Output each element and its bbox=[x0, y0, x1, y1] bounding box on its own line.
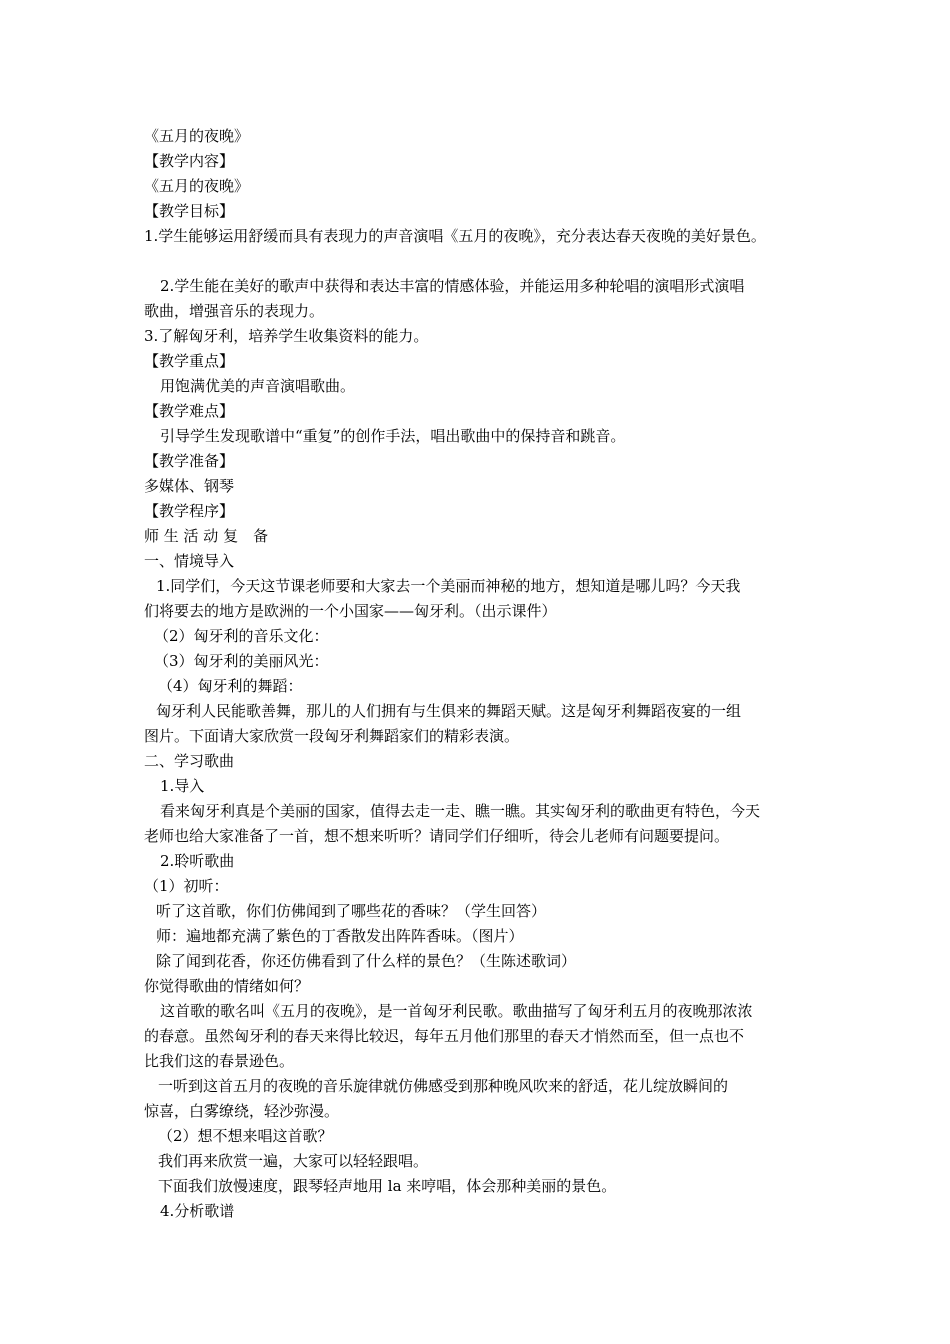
section-heading-content: 【教学内容】 bbox=[144, 152, 235, 170]
section-heading-goals: 【教学目标】 bbox=[144, 202, 235, 220]
content-text: 《五月的夜晚》 bbox=[144, 177, 250, 195]
part-2-heading: 二、学习歌曲 bbox=[144, 752, 235, 770]
preparation-text: 多媒体、钢琴 bbox=[144, 477, 235, 495]
paragraph-line: 匈牙利人民能歌善舞，那儿的人们拥有与生俱来的舞蹈天赋。这是匈牙利舞蹈夜宴的一组 bbox=[156, 702, 742, 720]
paragraph-line: 师：遍地都充满了紫色的丁香散发出阵阵香味。（图片） bbox=[156, 927, 524, 945]
section-heading-key-points: 【教学重点】 bbox=[144, 352, 235, 370]
paragraph-line: 这首歌的歌名叫《五月的夜晚》，是一首匈牙利民歌。歌曲描写了匈牙利五月的夜晚那浓浓 bbox=[160, 1002, 753, 1020]
goal-2-line-2: 歌曲，增强音乐的表现力。 bbox=[144, 302, 325, 320]
subheading: 4.分析歌谱 bbox=[160, 1202, 235, 1220]
subheading: 2.聆听歌曲 bbox=[160, 852, 235, 870]
paragraph-line: 听了这首歌，你们仿佛闻到了哪些花的香味？（学生回答） bbox=[156, 902, 547, 920]
paragraph-line: 下面我们放慢速度，跟琴轻声地用 la 来哼唱，体会那种美丽的景色。 bbox=[158, 1177, 617, 1195]
paragraph-line: 惊喜，白雾缭绕，轻沙弥漫。 bbox=[144, 1102, 340, 1120]
paragraph-line: 们将要去的地方是欧洲的一个小国家——匈牙利。（出示课件） bbox=[144, 602, 557, 620]
paragraph-line: 1.同学们，今天这节课老师要和大家去一个美丽而神秘的地方，想知道是哪儿吗？今天我 bbox=[156, 577, 741, 595]
paragraph-line: 除了闻到花香，你还仿佛看到了什么样的景色？（生陈述歌词） bbox=[156, 952, 577, 970]
paragraph-line: 我们再来欣赏一遍，大家可以轻轻跟唱。 bbox=[158, 1152, 429, 1170]
list-item: （2）匈牙利的音乐文化： bbox=[154, 627, 329, 645]
paragraph-line: 的春意。虽然匈牙利的春天来得比较迟，每年五月他们那里的春天才悄然而至，但一点也不 bbox=[144, 1027, 745, 1045]
procedure-column-header: 师 生 活 动 复 备 bbox=[144, 527, 269, 545]
list-item: （4）匈牙利的舞蹈： bbox=[158, 677, 303, 695]
section-heading-difficulties: 【教学难点】 bbox=[144, 402, 235, 420]
paragraph-line: 比我们这的春景逊色。 bbox=[144, 1052, 295, 1070]
list-item: （2）想不想来唱这首歌？ bbox=[158, 1127, 333, 1145]
doc-title: 《五月的夜晚》 bbox=[144, 127, 250, 145]
paragraph-line: 老师也给大家准备了一首，想不想来听听？请同学们仔细听，待会儿老师有问题要提问。 bbox=[144, 827, 730, 845]
paragraph-line: 看来匈牙利真是个美丽的国家，值得去走一走、瞧一瞧。其实匈牙利的歌曲更有特色，今天 bbox=[160, 802, 761, 820]
goal-3: 3.了解匈牙利，培养学生收集资料的能力。 bbox=[144, 327, 429, 345]
list-item: （1）初听： bbox=[144, 877, 229, 895]
subheading: 1.导入 bbox=[160, 777, 205, 795]
part-1-heading: 一、情境导入 bbox=[144, 552, 235, 570]
goal-1: 1.学生能够运用舒缓而具有表现力的声音演唱《五月的夜晚》，充分表达春天夜晚的美好景色。 bbox=[144, 227, 766, 245]
paragraph-line: 你觉得歌曲的情绪如何？ bbox=[144, 977, 310, 995]
difficulties-text: 引导学生发现歌谱中“重复”的创作手法，唱出歌曲中的保持音和跳音。 bbox=[160, 427, 626, 445]
section-heading-procedure: 【教学程序】 bbox=[144, 502, 235, 520]
key-points-text: 用饱满优美的声音演唱歌曲。 bbox=[160, 377, 356, 395]
list-item: （3）匈牙利的美丽风光： bbox=[154, 652, 329, 670]
section-heading-preparation: 【教学准备】 bbox=[144, 452, 235, 470]
paragraph-line: 一听到这首五月的夜晚的音乐旋律就仿佛感受到那种晚风吹来的舒适，花儿绽放瞬间的 bbox=[158, 1077, 729, 1095]
goal-2-line-1: 2.学生能在美好的歌声中获得和表达丰富的情感体验，并能运用多种轮唱的演唱形式演唱 bbox=[160, 277, 745, 295]
paragraph-line: 图片。下面请大家欣赏一段匈牙利舞蹈家们的精彩表演。 bbox=[144, 727, 520, 745]
